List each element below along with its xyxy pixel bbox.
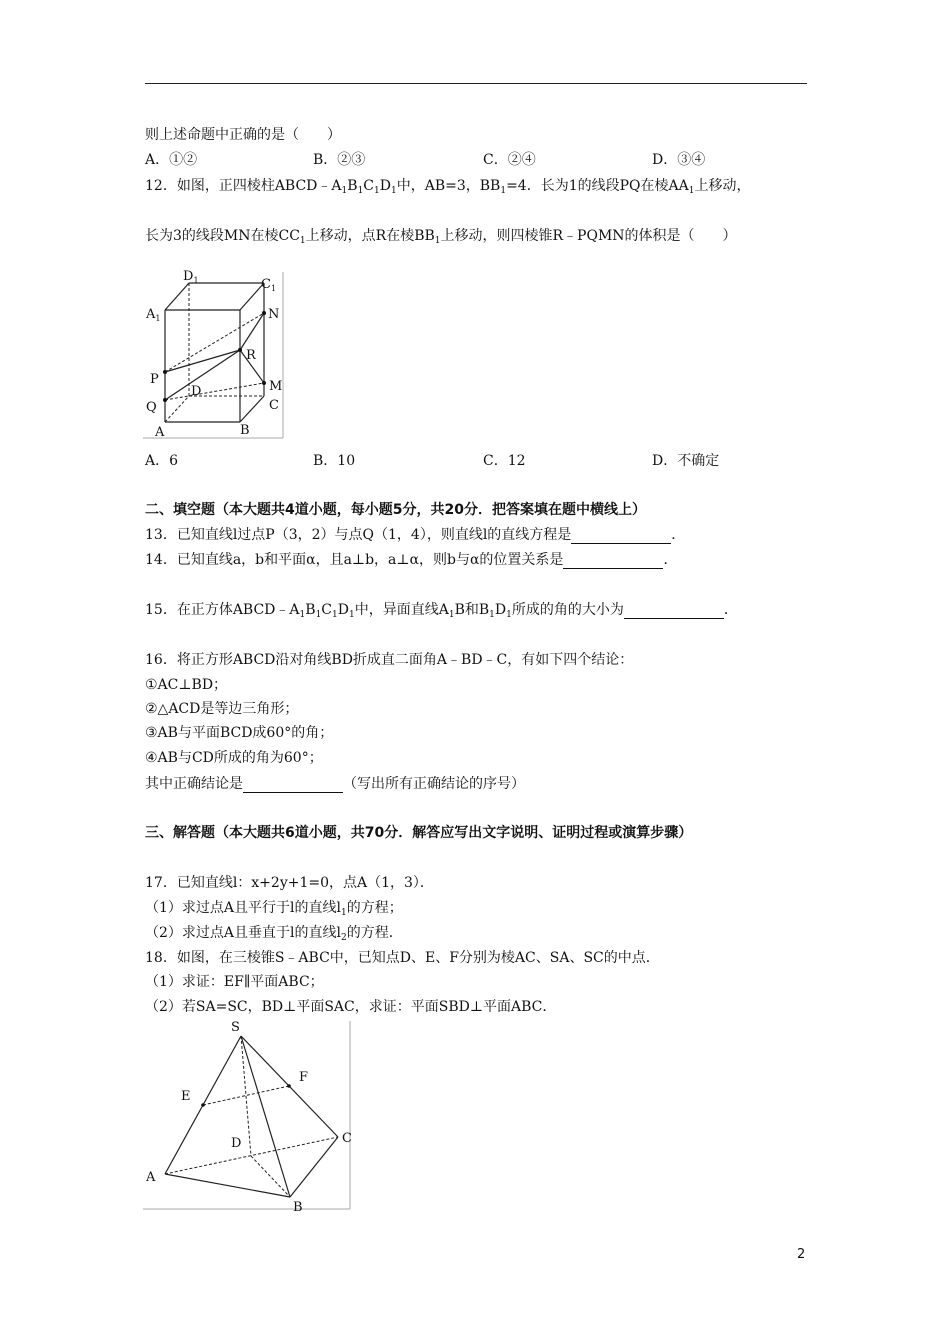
section3-title: 三、解答题（本大题共6道小题，共70分．解答应写出文字说明、证明过程或演算步骤） <box>145 825 693 841</box>
label-e: E <box>181 1089 191 1104</box>
q15: 15．在正方体$ABCD﹣A_1B_1C_1D_1$中，异面直线$A_1B$和$B_1D_1$所成的角的大小为 ． <box>145 602 738 620</box>
prism-figure <box>143 268 288 443</box>
label-a: A <box>155 425 165 440</box>
pyramid-figure <box>143 1019 355 1214</box>
header-rule <box>145 83 807 84</box>
q11-option-c: C．②④ <box>483 152 536 168</box>
label-d: D <box>231 1136 242 1151</box>
label-p: P <box>150 372 159 387</box>
label-c: C <box>342 1131 352 1146</box>
q12-option-a: A．6 <box>145 453 179 469</box>
q12-line2: 长为3的线段MN在棱$CC_1$上移动，点R在棱$BB_1$上移动，则四棱锥R﹣PQMN的体积是（ ） <box>145 228 737 246</box>
q16-answer: 其中正确结论是 （写出所有正确结论的序号） <box>145 776 525 792</box>
label-d1: $D_1$ <box>183 269 199 285</box>
q17-part1: （1）求过点A且平行于l的直线$l_1$的方程； <box>145 900 403 918</box>
q11-option-b: B．②③ <box>313 152 366 168</box>
q12-option-d: D．不确定 <box>652 453 720 469</box>
q12-line1: 12．如图，正四棱柱$ABCD﹣A_1B_1C_1D_1$中，AB=3，$BB_1=4$．长为1的线段PQ在棱$AA_1$上移动， <box>145 178 751 196</box>
label-b: B <box>293 1200 303 1214</box>
label-s: S <box>231 1020 240 1035</box>
label-c1: $C_1$ <box>261 277 277 293</box>
label-a1: $A_1$ <box>146 307 161 323</box>
q16-item-4: ④AB与CD所成的角为60°； <box>145 750 323 766</box>
q12-option-b: B．10 <box>313 453 356 469</box>
q18-part2: （2）若SA=SC，BD⊥平面SAC，求证：平面SBD⊥平面ABC． <box>145 999 557 1015</box>
q11-option-d: D．③④ <box>652 152 706 168</box>
label-n: N <box>268 307 280 322</box>
q14: 14．已知直线a，b和平面α，且a⊥b，a⊥α，则b与α的位置关系是 ． <box>145 552 678 568</box>
label-q: Q <box>146 400 157 415</box>
q17-part2: （2）求过点A且垂直于l的直线$l_2$的方程． <box>145 925 403 943</box>
q12-option-c: C．12 <box>483 453 526 469</box>
q16-stem: 16．将正方形ABCD沿对角线BD折成直二面角A﹣BD﹣C，有如下四个结论： <box>145 652 634 668</box>
q18-part1: （1）求证：EF∥平面ABC； <box>145 974 324 990</box>
q16-item-3: ③AB与平面BCD成60°的角； <box>145 725 334 741</box>
q17-stem: 17．已知直线l：x+2y+1=0，点A（1，3）． <box>145 875 434 891</box>
intro-line: 则上述命题中正确的是（ ） <box>145 127 341 143</box>
q16-item-1: ①AC⊥BD； <box>145 677 228 693</box>
label-a: A <box>146 1170 156 1185</box>
q18-stem: 18．如图，在三棱锥S﹣ABC中，已知点D、E、F分别为棱AC、SA、SC的中点． <box>145 950 660 966</box>
q11-option-a: A．①② <box>145 152 198 168</box>
label-b: B <box>240 423 250 438</box>
page-number: 2 <box>797 1247 806 1262</box>
label-m: M <box>269 379 283 394</box>
q16-item-2: ②△ACD是等边三角形； <box>145 701 299 717</box>
label-c: C <box>269 398 279 413</box>
label-f: F <box>299 1070 309 1085</box>
label-d: D <box>191 384 202 399</box>
label-r: R <box>246 348 256 363</box>
q13: 13．已知直线l过点P（3，2）与点Q（1，4），则直线l的直线方程是 ． <box>145 527 686 543</box>
section2-title: 二、填空题（本大题共4道小题，每小题5分，共20分．把答案填在题中横线上） <box>145 502 646 518</box>
